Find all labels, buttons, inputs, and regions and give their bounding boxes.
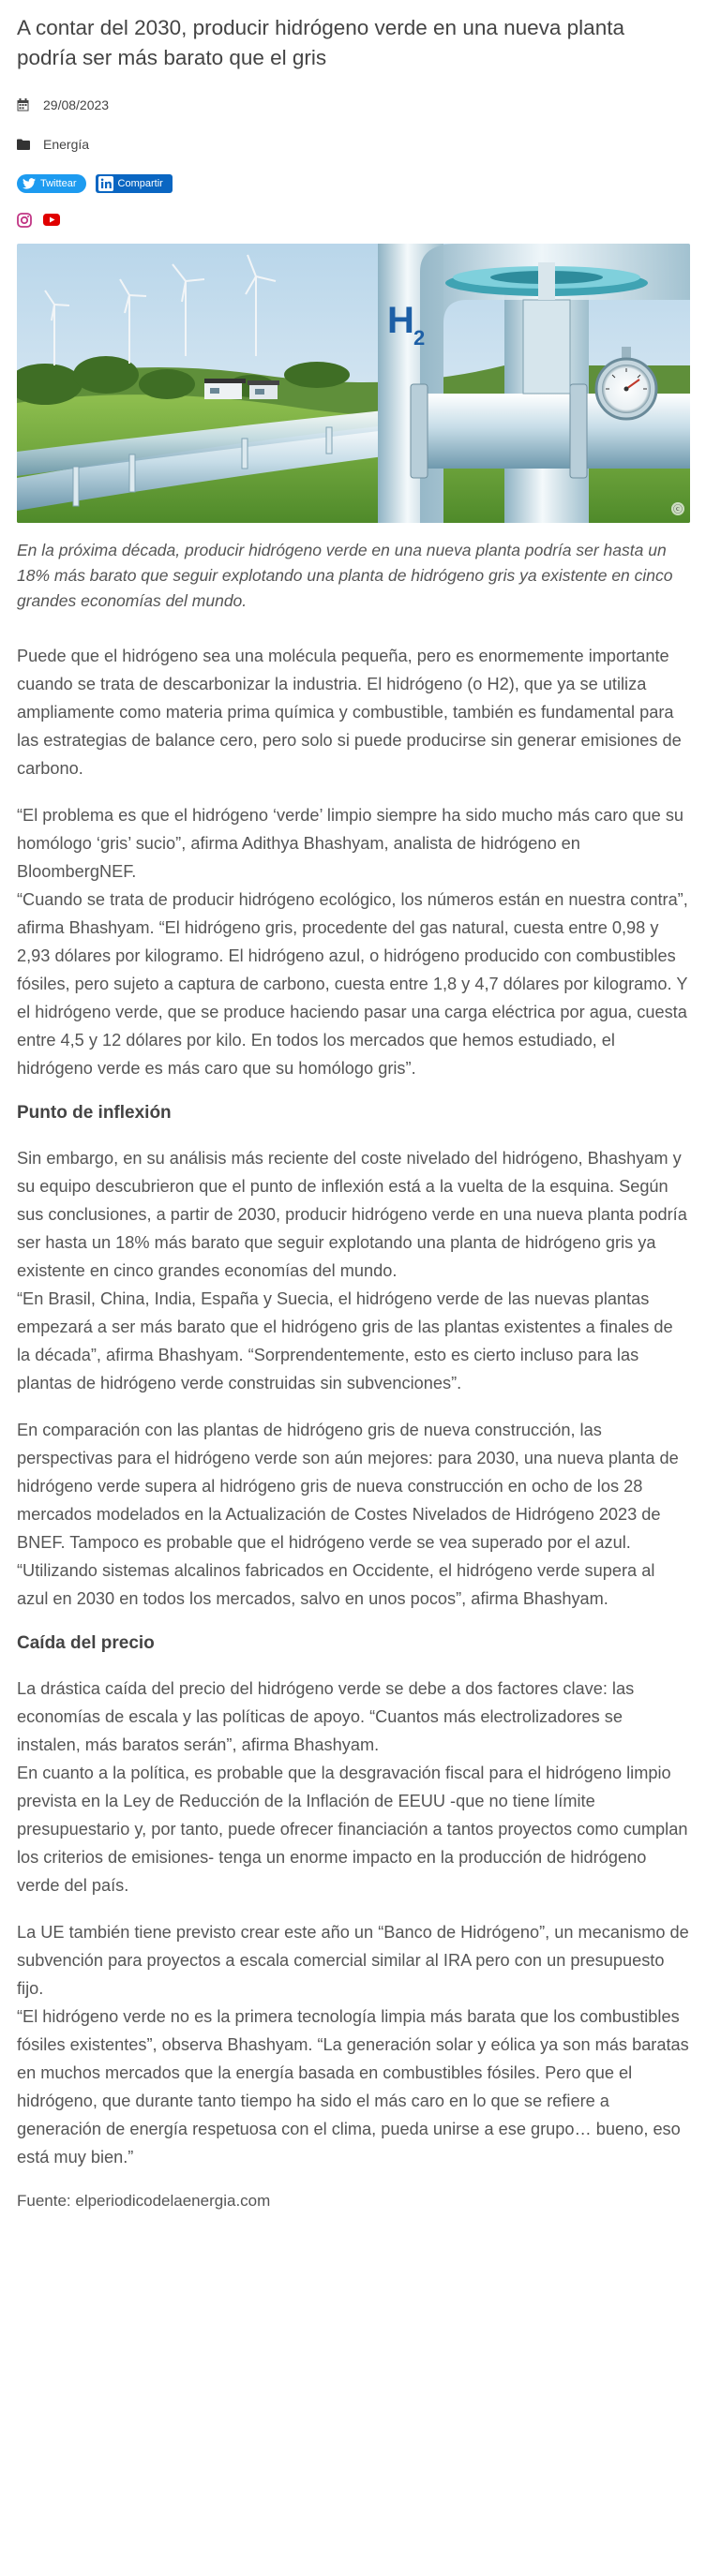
- paragraph-5b: En cuanto a la política, es probable que la desgravación fiscal para el hidrógeno limpio prevista en la Ley de Reducción de la Inflación de EEUU -que no tiene límite presupuestario y, por tanto, puede ofrecer financiación a tantos proyectos como cumplan los criterios de emisiones- tenga un enorme impacto en la producción de hidrógeno verde del país.: [17, 1764, 688, 1895]
- article: [17, 0, 690, 2211]
- youtube-icon[interactable]: [43, 214, 60, 231]
- calendar-icon: [17, 98, 30, 112]
- paragraph-1: Puede que el hidrógeno sea una molécula pequeña, pero es enormemente importante cuando se trata de descarbonizar la industria. El hidrógeno (o H2), que ya se utiliza ampliamente como materia prima química y combustible, también es fundamental para las estrategias de balance cero, pero solo si puede producirse sin generar emisiones de carbono.: [17, 647, 682, 778]
- paragraph-4: En comparación con las plantas de hidrógeno gris de nueva construcción, las perspectivas para el hidrógeno verde son aún mejores: para 2030, una nueva planta de hidrógeno verde supera al hidrógeno gris de nueva construcción en ocho de los 28 mercados modelados en la Actualización de Costes Nivelados de Hidrógeno 2023 de BNEF. Tampoco es probable que el hidrógeno verde se vea superado por el azul. “Utilizando sistemas alcalinos fabricados en Occidente, el hidrógeno verde supera al azul en 2030 en todos los mercados, salvo en unos pocos”, afirma Bhashyam.: [17, 1421, 679, 1608]
- folder-icon: [17, 138, 30, 151]
- heading-caida-precio: Caída del precio: [17, 1633, 155, 1653]
- twitter-share-label: Twittear: [40, 178, 77, 189]
- svg-text:2: 2: [413, 326, 426, 350]
- article-source: Fuente: elperiodicodelaenergia.com: [17, 2192, 271, 2210]
- paragraph-3a: Sin embargo, en su análisis más reciente del coste nivelado del hidrógeno, Bhashyam y su equipo descubrieron que el punto de inflexión está a la vuelta de la esquina. Según sus conclusiones, a partir de 2030, producir hidrógeno verde en una nueva planta podría ser hasta un 18% más barato que seguir explotando una planta de hidrógeno gris ya existente en cinco grandes economías del mundo.: [17, 1149, 687, 1280]
- linkedin-share-label: Compartir: [117, 178, 163, 189]
- paragraph-3b: “En Brasil, China, India, España y Suecia, el hidrógeno verde de las nuevas plantas empezará a ser más barato que el hidrógeno gris de las plantas existentes a finales de la década”, afirma Bhashyam. “Sorprendentemente, esto es cierto incluso para las plantas de hidrógeno verde construidas sin subvenciones”.: [17, 1289, 673, 1392]
- paragraph-6b: “El hidrógeno verde no es la primera tecnología limpia más barata que los combustibles fósiles existentes”, observa Bhashyam. “La generación solar y eólica ya son más baratas en muchos mercados que la energía basada en combustibles fósiles. Pero que el hidrógeno, que durante tanto tiempo ha sido el más caro en lo que se refiere a generación de energía respetuosa con el clima, pueda unirse a ese grupo… bueno, eso está muy bien.”: [17, 2007, 689, 2167]
- article-date-row: [17, 97, 690, 112]
- social-links: [17, 214, 690, 231]
- svg-text:H: H: [387, 300, 414, 341]
- image-watermark: ⓒ: [673, 505, 683, 515]
- paragraph-2a: “El problema es que el hidrógeno ‘verde’ limpio siempre ha sido mucho más caro que su homólogo ‘gris’ sucio”, afirma Adithya Bhashyam, analista de hidrógeno en BloombergNEF.: [17, 806, 684, 881]
- paragraph-6a: La UE también tiene previsto crear este año un “Banco de Hidrógeno”, un mecanismo de subvención para proyectos a escala comercial similar al IRA pero con un presupuesto fijo.: [17, 1923, 689, 1998]
- linkedin-share-button[interactable]: [96, 174, 173, 193]
- linkedin-icon: [98, 176, 113, 191]
- share-buttons: [17, 174, 690, 193]
- heading-punto-inflexion: Punto de inflexión: [17, 1103, 172, 1123]
- article-category-link[interactable]: Energía: [43, 137, 90, 152]
- paragraph-2b: “Cuando se trata de producir hidrógeno ecológico, los números están en nuestra contra”, afirma Bhashyam. “El hidrógeno gris, procedente del gas natural, cuesta entre 0,98 y 2,93 dólares por kilogramo. El hidrógeno azul, o hidrógeno producido con combustibles fósiles, pero sujeto a captura de carbono, cuesta entre 1,8 y 4,7 dólares por kilogramo. Y el hidrógeno verde, que se produce haciendo pasar una carga eléctrica por agua, cuesta entre 4,5 y 12 dólares por kilo. En todos los mercados que hemos estudiado, el hidrógeno verde es más caro que su homólogo gris”.: [17, 890, 688, 1078]
- article-title: A contar del 2030, producir hidrógeno verde en una nueva planta podría ser más barato que el gris: [17, 16, 624, 69]
- twitter-share-button[interactable]: [17, 174, 86, 193]
- article-category-row: [17, 137, 690, 152]
- image-caption: En la próxima década, producir hidrógeno verde en una nueva planta podría ser hasta un 18% más barato que seguir explotando una planta de hidrógeno gris ya existente en cinco grandes economías del mundo.: [17, 541, 673, 610]
- instagram-icon[interactable]: [17, 213, 32, 232]
- article-hero-image: [17, 244, 690, 523]
- twitter-bird-icon: [23, 178, 36, 189]
- paragraph-5a: La drástica caída del precio del hidrógeno verde se debe a dos factores clave: las economías de escala y las políticas de apoyo. “Cuantos más electrolizadores se instalen, más baratos serán”, afirma Bhashyam.: [17, 1679, 635, 1754]
- article-date: 29/08/2023: [43, 97, 110, 112]
